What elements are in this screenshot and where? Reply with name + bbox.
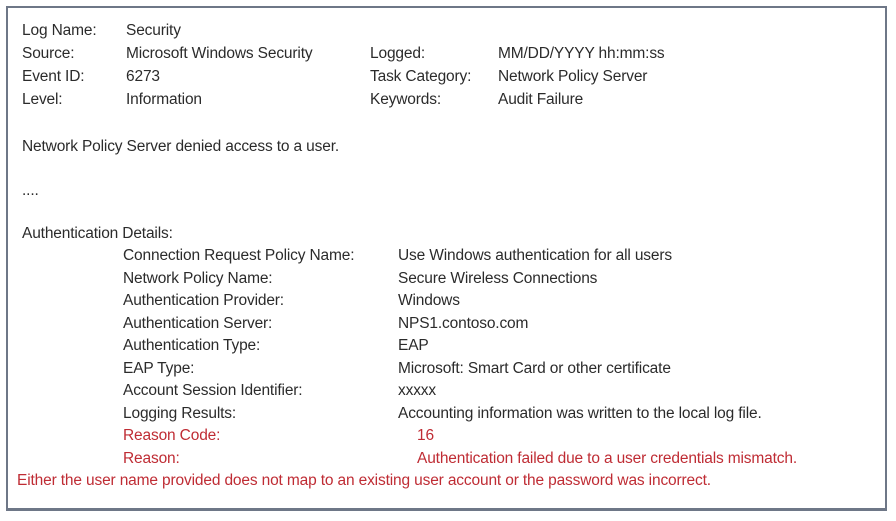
reason-explanation-text: Either the user name provided does not map to an existing user account or the password was incorrect. (17, 472, 711, 489)
omitted-content-ellipsis: .... (22, 182, 39, 199)
detail-row-authentication-type (123, 335, 879, 358)
event-log-panel (6, 6, 887, 511)
event-id-label: Event ID: (22, 68, 85, 85)
detail-value: Use Windows authentication for all users (398, 247, 672, 264)
log-name-value: Security (126, 22, 181, 39)
header-row (22, 88, 879, 111)
detail-label: Logging Results: (123, 404, 237, 422)
logged-label: Logged: (370, 45, 425, 62)
detail-value: Authentication failed due to a user credentials mismatch. (417, 449, 798, 467)
authentication-details-heading: Authentication Details: (22, 225, 173, 242)
detail-value: 16 (417, 427, 434, 444)
detail-row-connection-request-policy (123, 245, 879, 268)
detail-label: Reason Code: (123, 427, 221, 444)
detail-label: Authentication Type: (123, 337, 261, 354)
detail-label: EAP Type: (123, 359, 195, 377)
event-header (22, 19, 879, 111)
detail-label: Authentication Provider: (123, 292, 284, 309)
detail-label: Reason: (123, 449, 180, 467)
detail-value: Windows (398, 292, 460, 309)
keywords-label: Keywords: (370, 91, 442, 108)
detail-value: Microsoft: Smart Card or other certificate (398, 359, 671, 377)
level-value: Information (126, 91, 202, 108)
log-name-label: Log Name: (22, 22, 97, 39)
source-label: Source: (22, 45, 75, 62)
detail-label: Authentication Server: (123, 314, 273, 332)
detail-value: xxxxx (398, 382, 437, 399)
detail-row-authentication-server (123, 313, 879, 336)
detail-value: NPS1.contoso.com (398, 314, 529, 332)
detail-row-logging-results (123, 403, 879, 426)
detail-row-authentication-provider (123, 290, 879, 313)
detail-row-account-session-identifier (123, 380, 879, 403)
header-row (22, 65, 879, 88)
logged-value: MM/DD/YYYY hh:mm:ss (498, 45, 665, 62)
detail-label: Connection Request Policy Name: (123, 247, 355, 264)
authentication-details-list (22, 245, 879, 470)
header-spacer (370, 19, 498, 42)
header-row (22, 42, 879, 65)
task-category-value: Network Policy Server (498, 68, 648, 85)
header-spacer (498, 19, 879, 42)
source-value: Microsoft Windows Security (126, 45, 313, 62)
event-id-value: 6273 (126, 68, 160, 85)
level-label: Level: (22, 91, 63, 108)
detail-row-eap-type (123, 358, 879, 381)
header-row (22, 19, 879, 42)
detail-value: Secure Wireless Connections (398, 269, 598, 287)
detail-row-reason-code (123, 425, 879, 448)
detail-label: Account Session Identifier: (123, 382, 303, 399)
detail-value: EAP (398, 337, 429, 354)
detail-row-network-policy-name (123, 268, 879, 291)
task-category-label: Task Category: (370, 68, 472, 85)
detail-value: Accounting information was written to the local log file. (398, 404, 762, 422)
detail-label: Network Policy Name: (123, 269, 273, 287)
detail-row-reason (123, 448, 879, 471)
keywords-value: Audit Failure (498, 91, 584, 108)
event-description: Network Policy Server denied access to a user. (22, 138, 340, 155)
